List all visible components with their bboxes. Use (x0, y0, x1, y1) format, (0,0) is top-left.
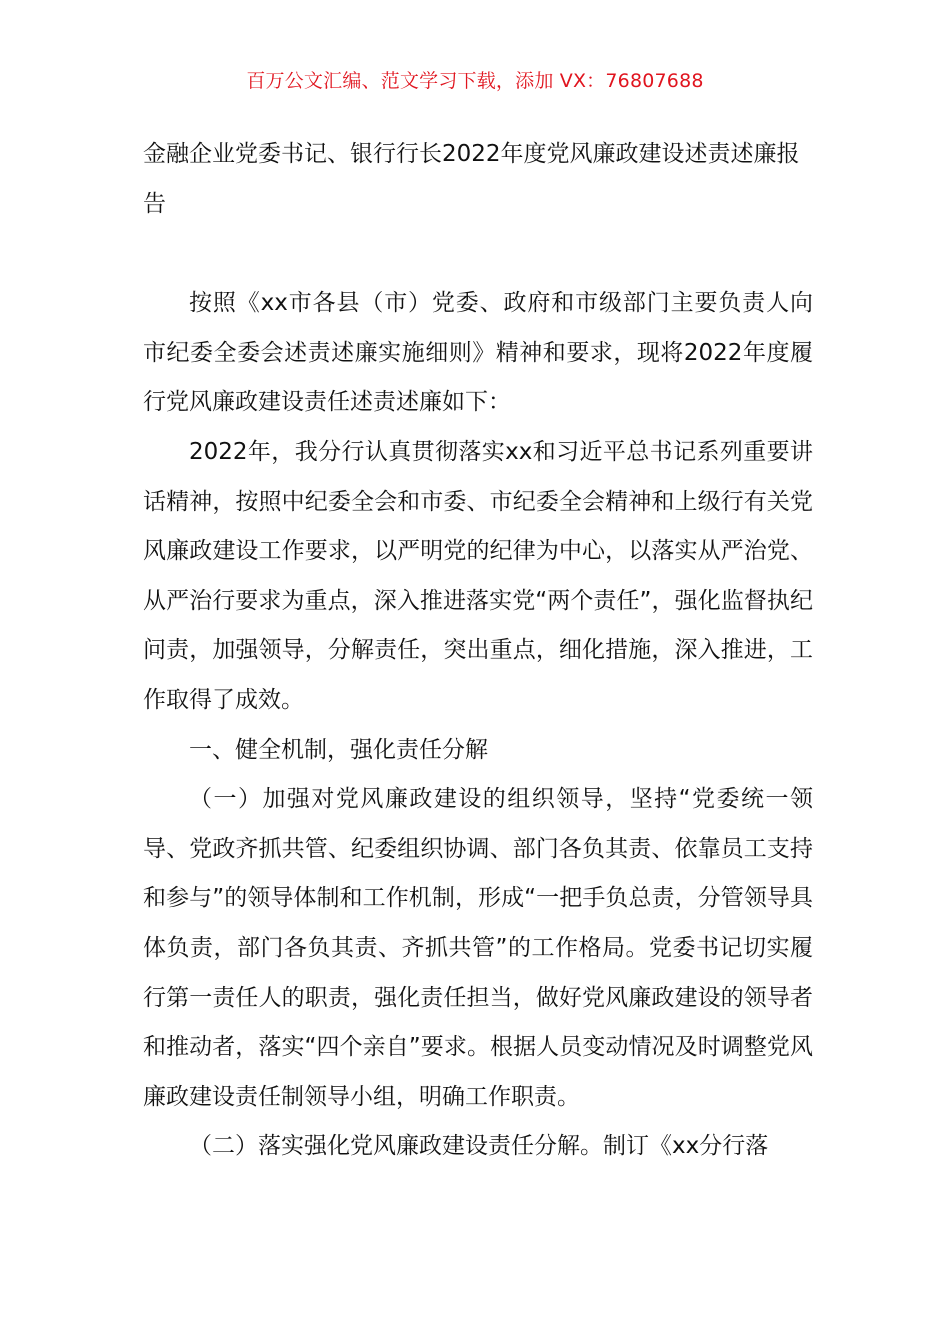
paragraph-intro: 按照《xx市各县（市）党委、政府和市级部门主要负责人向市纪委全委会述责述廉实施细则》精神和要求，现将2022年度履行党风廉政建设责任述责述廉如下： (143, 290, 813, 416)
section-heading-1: 一、健全机制，强化责任分解 (189, 736, 488, 763)
paragraph-section-1-1: （一）加强对党风廉政建设的组织领导，坚持“党委统一领导、党政齐抓共管、纪委组织协调、部门各负其责、依靠员工支持和参与”的领导体制和工作机制，形成“一把手负总责，分管领导具体负责，部门各负其责、齐抓共管”的工作格局。党委书记切实履行第一责任人的职责，强化责任担当，做好党风廉政建设的领导者和推动者，落实“四个亲自”要求。根据人员变动情况及时调整党风廉政建设责任制领导小组，明确工作职责。 (143, 786, 813, 1110)
paragraph-section-1-2: （二）落实强化党风廉政建设责任分解。制订《xx分行落 (189, 1133, 769, 1160)
document-body (143, 130, 813, 1172)
document-title: 金融企业党委书记、银行行长2022年度党风廉政建设述责述廉报告 (143, 141, 800, 217)
header-watermark-note: 百万公文汇编、范文学习下载，添加 VX：76807688 (246, 70, 704, 92)
paragraph-summary: 2022年，我分行认真贯彻落实xx和习近平总书记系列重要讲话精神，按照中纪委全会和市委、市纪委全会精神和上级行有关党风廉政建设工作要求，以严明党的纪律为中心，以落实从严治党、从严治行要求为重点，深入推进落实党“两个责任”，强化监督执纪问责，加强领导，分解责任，突出重点，细化措施，深入推进，工作取得了成效。 (143, 438, 813, 713)
